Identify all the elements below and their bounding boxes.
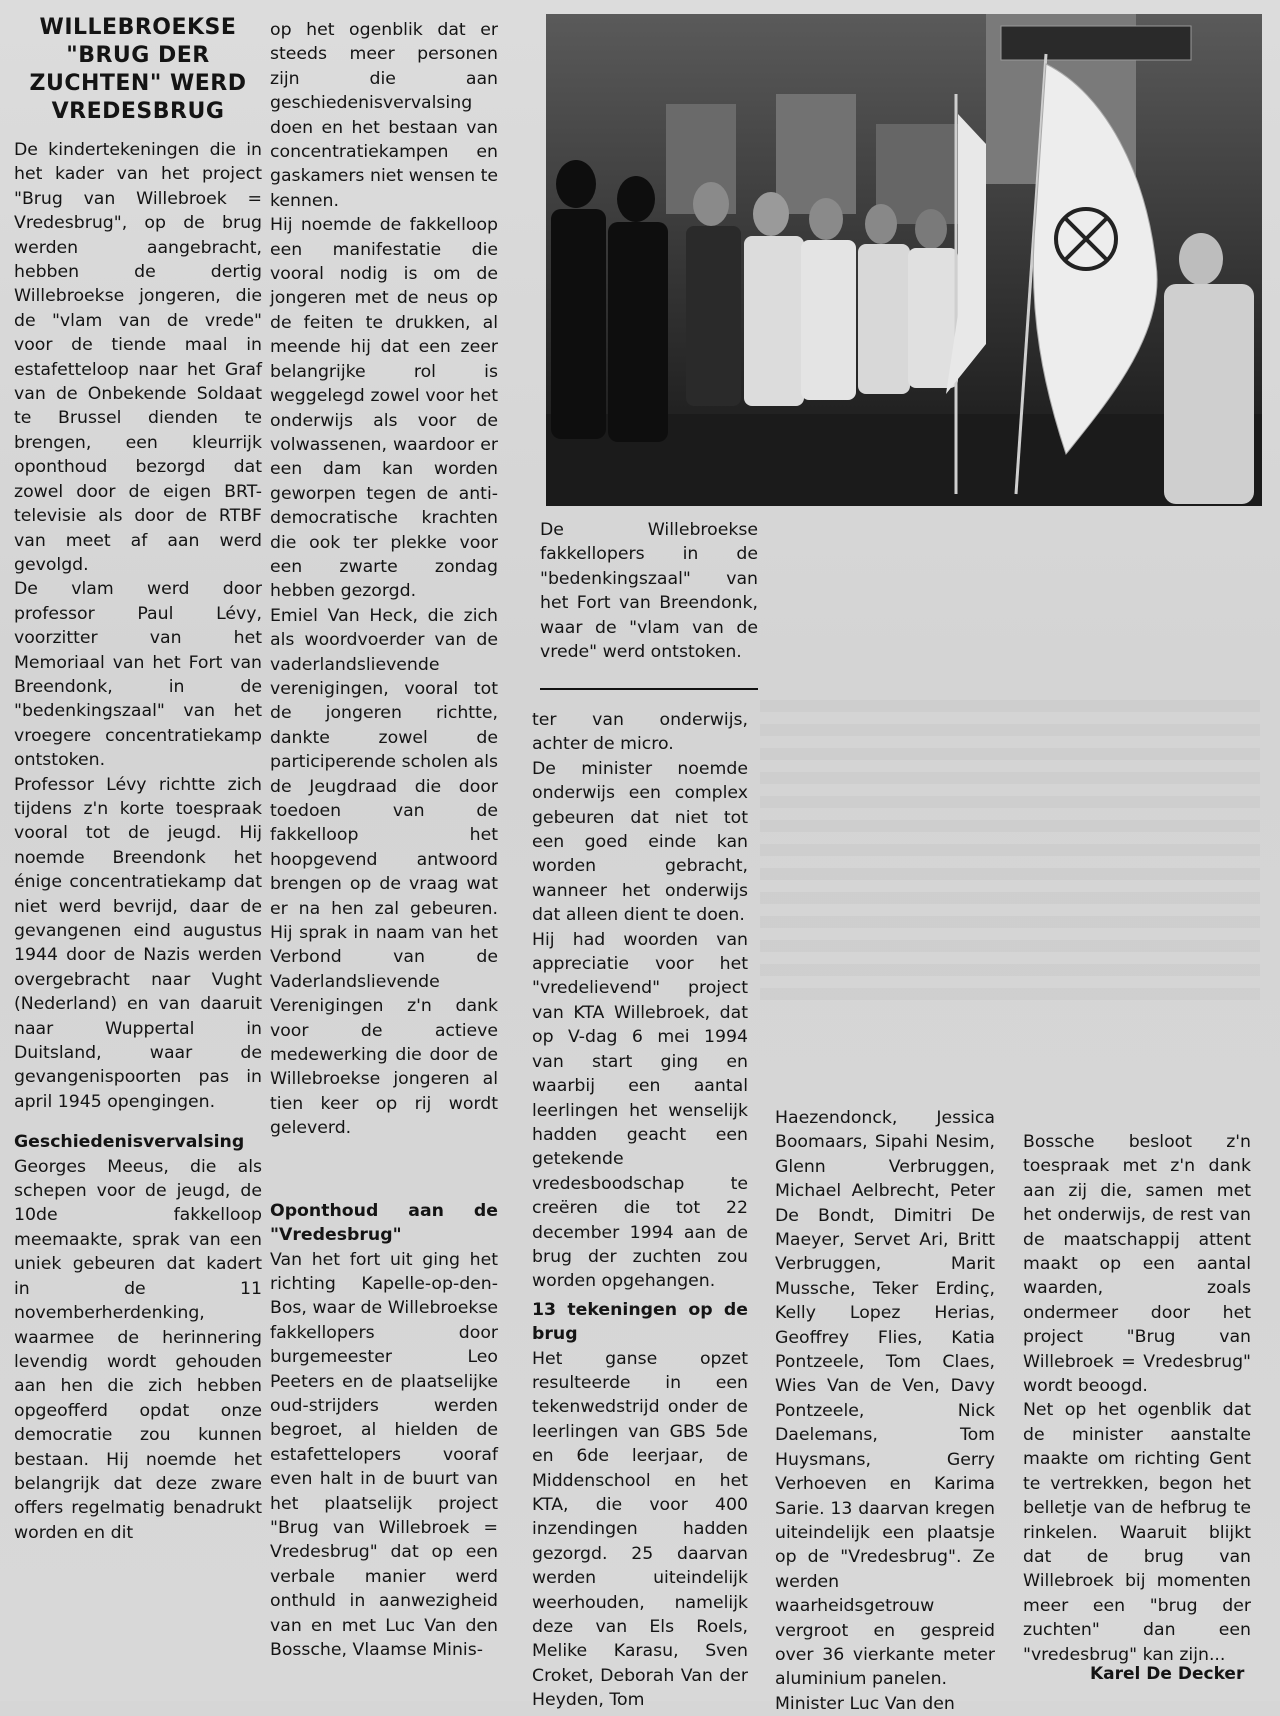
column-1-paragraph-3: Professor Lévy richtte zich tijdens z'n korte toespraak vooral tot de jeugd. Hij noemde Breendonk het énige concentratiekamp dat niet werd bevrijd, daar de gevangenen eind augustus 1944 door de Nazis werden overgebracht naar Vught (Nederland) en van daaruit naar Wuppertal in Duitsland, waar de gevangenispoorten pas in april 1945 opengingen. xyxy=(14,774,262,1112)
column-2-paragraph-1: op het ogenblik dat er steeds meer personen zijn die aan geschiedenisvervalsing doen en het bestaan van concentratiekampen en gaskamers niet wensen te kennen. xyxy=(270,20,498,211)
column-5-paragraph-2: Net op het ogenblik dat de minister aanstalte maakte om richting Gent te vertrekken, begon het belletje van de hefbrug te rinkelen. Waaruit blijkt dat de brug van Willebroek bij momenten meer een "brug der zuchten" dan een "vredesbrug" kan zijn... xyxy=(1023,1400,1251,1665)
column-3-paragraph-2: De minister noemde onderwijs een complex gebeuren dat niet tot een goed einde kan worden gebracht, wanneer het onderwijs dat alleen dient te doen. xyxy=(532,758,748,926)
column-5-paragraph-1: Bossche besloot z'n toespraak met z'n dank aan zij die, samen met het onderwijs, de rest van de maatschappij attent maakt op een aantal waarden, zoals ondermeer door het project "Brug van Willebroek = Vredesbrug" wordt beoogd. xyxy=(1023,1132,1251,1397)
photo-caption: De Willebroekse fakkellopers in de "bedenkingszaal" van het Fort van Breendonk, waar de "vlam van de vrede" werd ontstoken. xyxy=(540,520,758,663)
subheading-13-tekeningen: 13 tekeningen op de brug xyxy=(532,1299,748,1345)
column-2-paragraph-4: Van het fort uit ging het richting Kapelle-op-den-Bos, waar de Willebroekse fakkellopers door burgemeester Leo Peeters en de plaatselijke oud-strijders werden begroet, al hielden de estafettelopers vooraf even halt in de buurt van het plaatselijk project "Brug van Willebroek = Vredesbrug" dat op een verbale manier werd onthuld in aanwezigheid van en met Luc Van den Bossche, Vlaamse Minis- xyxy=(270,1249,498,1660)
column-4-paragraph-2: Minister Luc Van den xyxy=(775,1693,955,1714)
column-5 xyxy=(1023,1130,1251,1665)
column-2-paragraph-3: Emiel Van Heck, die zich als woordvoerder van de vaderlandslievende verenigingen, vooral tot de jongeren richtte, dankte zowel de participerende scholen als de Jeugdraad die door toedoen van de fakkelloop het hoopgevend antwoord brengen op de vraag wat er na hen zal gebeuren. Hij sprak in naam van het Verbond van de Vaderlandslievende Verenigingen z'n dank voor de actieve medewerking die door de Willebroekse jongeren al tien keer op rij wordt geleverd. xyxy=(270,605,498,1139)
column-3-paragraph-3: Hij had woorden van appreciatie voor het "vredelievend" project van KTA Willebroek, dat op V-dag 6 mei 1994 van start ging en waarbij een aantal leerlingen het wenselijk hadden geacht een getekende vredesboodschap te creëren die tot 22 december 1994 aan de brug der zuchten zou worden opgehangen. xyxy=(532,929,748,1292)
column-3 xyxy=(532,708,748,1711)
subheading-oponthoud: Oponthoud aan de "Vredesbrug" xyxy=(270,1200,498,1246)
column-3-paragraph-4: Het ganse opzet resulteerde in een tekenwedstrijd onder de leerlingen van GBS 5de en 6de leerjaar, de Middenschool en het KTA, die voor 400 inzendingen hadden gezorgd. 25 daarvan werden uiteindelijk weerhouden, namelijk deze van Els Roels, Melike Karasu, Sven Croket, Deborah Van der Heyden, Tom xyxy=(532,1348,748,1711)
article-headline: WILLEBROEKSE "BRUG DER ZUCHTEN" WERD VREDESBRUG xyxy=(29,15,247,124)
subheading-geschiedenisvervalsing: Geschiedenisvervalsing xyxy=(14,1132,245,1153)
column-1-paragraph-4: Georges Meeus, die als schepen voor de jeugd, de 10de fakkelloop meemaakte, sprak van een uniek gebeuren dat kadert in de 11 novemberherdenking, waarmee de herinnering levendig wordt gehouden aan hen die zich hebben opgeofferd opdat onze democratie zou kunnen bestaan. Hij noemde het belangrijk dat deze zware offers regelmatig benadrukt worden en dit xyxy=(14,1156,262,1543)
photo-fakkellopers xyxy=(546,14,1262,506)
column-1 xyxy=(14,14,262,1694)
photo-illustration xyxy=(546,14,1262,506)
column-2 xyxy=(270,18,498,1694)
column-1-paragraph-2: De vlam werd door professor Paul Lévy, voorzitter van het Memoriaal van het Fort van Breendonk, in de "bedenkingszaal" van het vroegere concentratiekamp ontstoken. xyxy=(14,579,262,771)
column-2-paragraph-2: Hij noemde de fakkelloop een manifestatie die vooral nodig is om de jongeren met de neus op de feiten te drukken, al meende hij dat een zeer belangrijke rol is weggelegd zowel voor het onderwijs als voor de volwassenen, waardoor er een dam kan worden geworpen tegen de anti-democratische krachten die ook ter plekke voor een zwarte zondag hebben gezorgd. xyxy=(270,215,498,602)
column-4-paragraph-1: Haezendonck, Jessica Boomaars, Sipahi Nesim, Glenn Verbruggen, Michael Aelbrecht, Peter De Bondt, Dimitri De Maeyer, Servet Ari, Britt Verbruggen, Marit Mussche, Teker Erdinç, Kelly Lopez Herias, Geoffrey Flies, Katia Pontzeele, Tom Claes, Wies Van de Ven, Davy Pontzeele, Nick Daelemans, Tom Huysmans, Gerry Verhoeven en Karima Sarie. 13 daarvan kregen uiteindelijk een plaatsje op de "Vredesbrug". Ze werden waarheidsgetrouw vergroot en gespreid over 36 vierkante meter aluminium panelen. xyxy=(775,1108,995,1690)
author-credit: Karel De Decker xyxy=(1090,1664,1245,1684)
caption-rule xyxy=(540,688,758,690)
column-3-paragraph-1: ter van onderwijs, achter de micro. xyxy=(532,710,748,755)
column-4 xyxy=(775,1106,995,1714)
bleed-through-texture xyxy=(760,700,1260,1000)
column-1-paragraph-1: De kindertekeningen die in het kader van het project "Brug van Willebroek = Vredesbrug", op de brug werden aangebracht, hebben de dertig Willebroekse jongeren, die de "vlam van de vrede" voor de tiende maal in estafetteloop naar het Graf van de Onbekende Soldaat te Brussel dienden te brengen, een kleurrijk oponthoud bezorgd dat zowel door de eigen BRT-televisie als door de RTBF van meet af aan werd gevolgd. xyxy=(14,140,262,575)
